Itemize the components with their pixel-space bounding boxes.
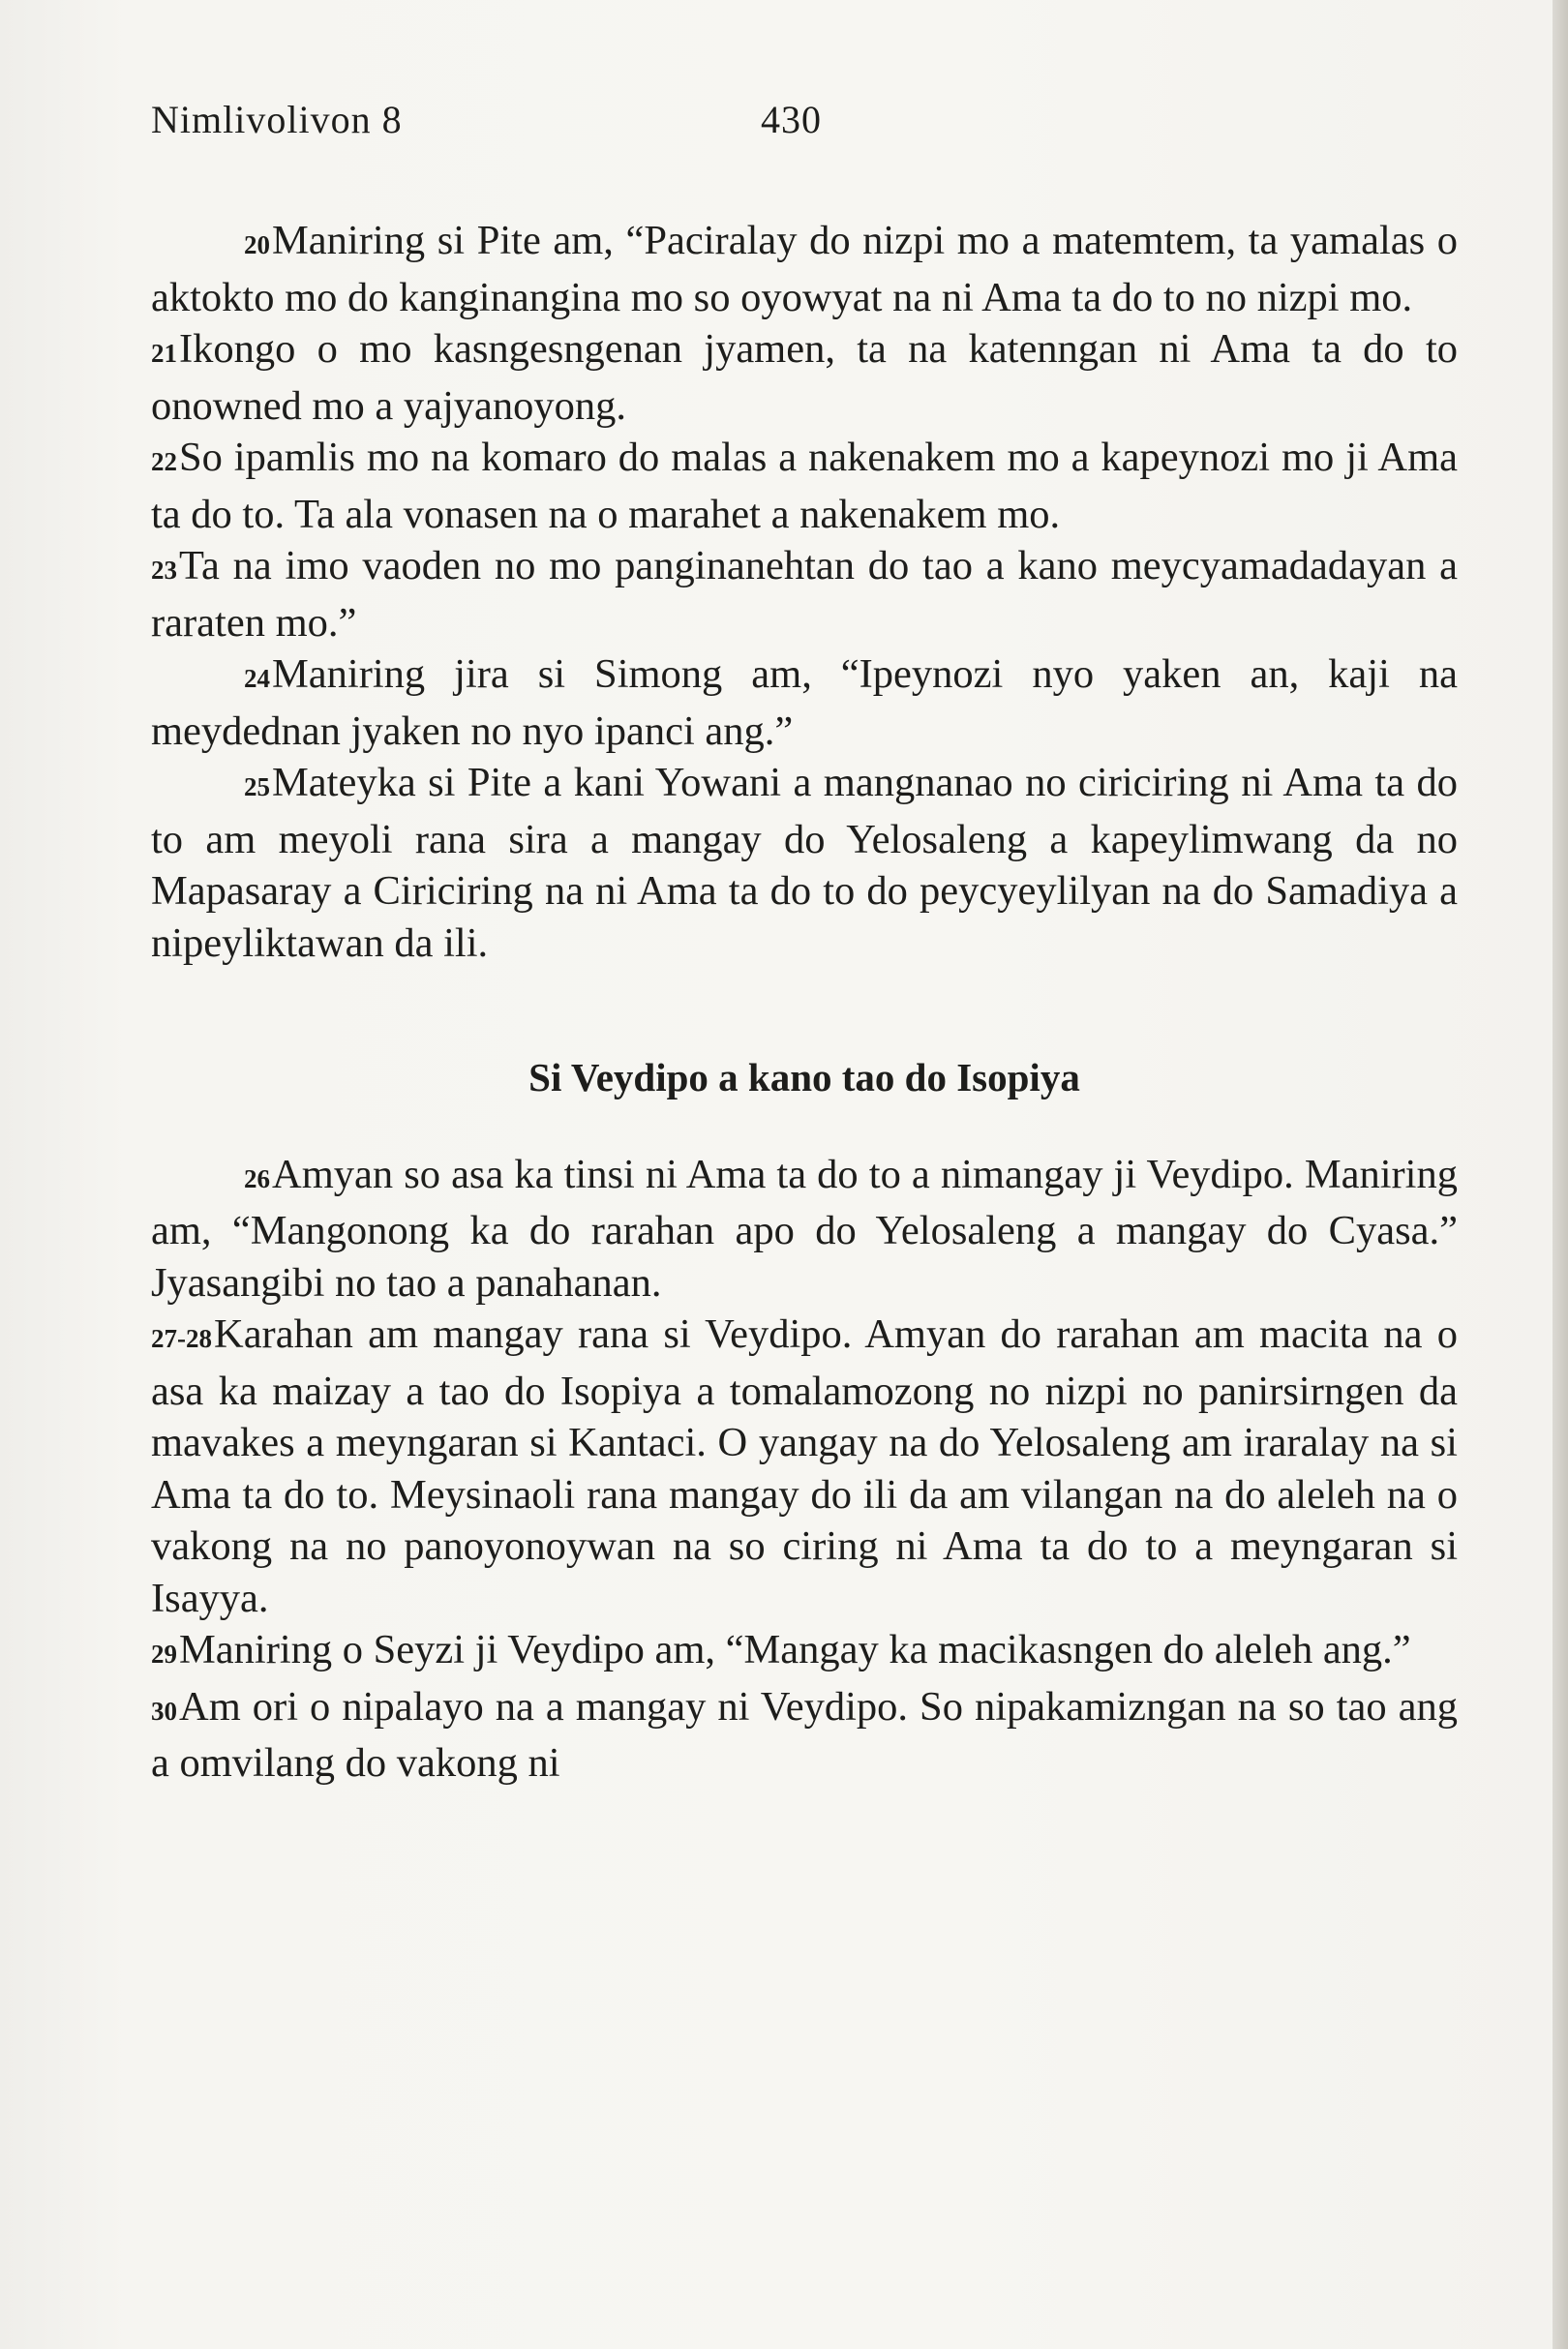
verse-text: So ipamlis mo na komaro do malas a nakenakem mo a kapeynozi mo ji Ama ta do to. Ta ala vonasen na o marahet a nakenakem mo.: [151, 435, 1458, 537]
verse-number: 22: [151, 447, 177, 476]
verse: [151, 432, 1458, 540]
verse: [151, 1681, 1458, 1790]
verse: [151, 215, 1458, 323]
verse-number: 26: [244, 1163, 270, 1193]
verse: [151, 1624, 1458, 1681]
verse: [151, 757, 1458, 969]
verse-text: Am ori o nipalayo na a mangay ni Veydipo. So nipakamizngan na so tao ang a omvilang do vakong ni: [151, 1683, 1458, 1786]
verse-number: 20: [244, 230, 270, 259]
verse-number: 24: [244, 664, 270, 693]
verse-number: 30: [151, 1696, 177, 1726]
verse: [151, 1149, 1458, 1310]
verse-text: Maniring o Seyzi ji Veydipo am, “Mangay ka macikasngen do aleleh ang.”: [179, 1627, 1411, 1672]
running-title: Nimlivolivon 8: [151, 98, 403, 141]
verse-number: 27-28: [151, 1324, 212, 1353]
verses-after-section: [151, 1149, 1458, 1790]
verse-number: 23: [151, 556, 177, 585]
verse: [151, 648, 1458, 757]
verse-text: Maniring jira si Simong am, “Ipeynozi nyo yaken an, kaji na meydednan jyaken no nyo ipanci ang.”: [151, 651, 1458, 754]
verse-text: Karahan am mangay rana si Veydipo. Amyan do rarahan am macita na o asa ka maizay a tao do Isopiya a tomalamozong no nizpi no panirsirngen da mavakes a meyngaran si Kantaci. O yangay na do Yelosaleng am iraralay na si Ama ta do to. Meysinaoli rana mangay do ili da am vilangan na do aleleh na o vakong na no panoyonoywan na so ciring ni Ama ta do to a meyngaran si Isayya.: [151, 1311, 1458, 1621]
verse-text: Amyan so asa ka tinsi ni Ama ta do to a nimangay ji Veydipo. Maniring am, “Mangonong ka do rarahan apo do Yelosaleng a mangay do Cyasa.” Jyasangibi no tao a panahanan.: [151, 1151, 1458, 1306]
page-number: 430: [761, 98, 822, 141]
page-header: [151, 97, 1458, 155]
verse-text: Mateyka si Pite a kani Yowani a mangnanao no ciriciring ni Ama ta do to am meyoli rana sira a mangay do Yelosaleng a kapeylimwang da no Mapasaray a Ciriciring na ni Ama ta do to do peycyeylilyan na do Samadiya a nipeyliktawan da ili.: [151, 760, 1458, 966]
verse-text: Ta na imo vaoden no mo panginanehtan do tao a kano meycyamadadayan a raraten mo.”: [151, 543, 1458, 646]
verse-number: 25: [244, 772, 270, 801]
verses-before-section: [151, 215, 1458, 969]
section-title: Si Veydipo a kano tao do Isopiya: [528, 1055, 1080, 1099]
verse: [151, 1309, 1458, 1624]
verse: [151, 323, 1458, 432]
verse-text: Ikongo o mo kasngesngenan jyamen, ta na katenngan ni Ama ta do to onowned mo a yajyanoyong.: [151, 326, 1458, 429]
verse-number: 21: [151, 339, 177, 368]
verse: [151, 540, 1458, 648]
body-text: [151, 215, 1458, 1790]
page-edge-shadow: [1553, 0, 1568, 2349]
verse-text: Maniring si Pite am, “Paciralay do nizpi mo a matemtem, ta yamalas o aktokto mo do kanginangina mo so oyowyat na ni Ama ta do to no nizpi mo.: [151, 218, 1458, 320]
verse-number: 29: [151, 1640, 177, 1669]
